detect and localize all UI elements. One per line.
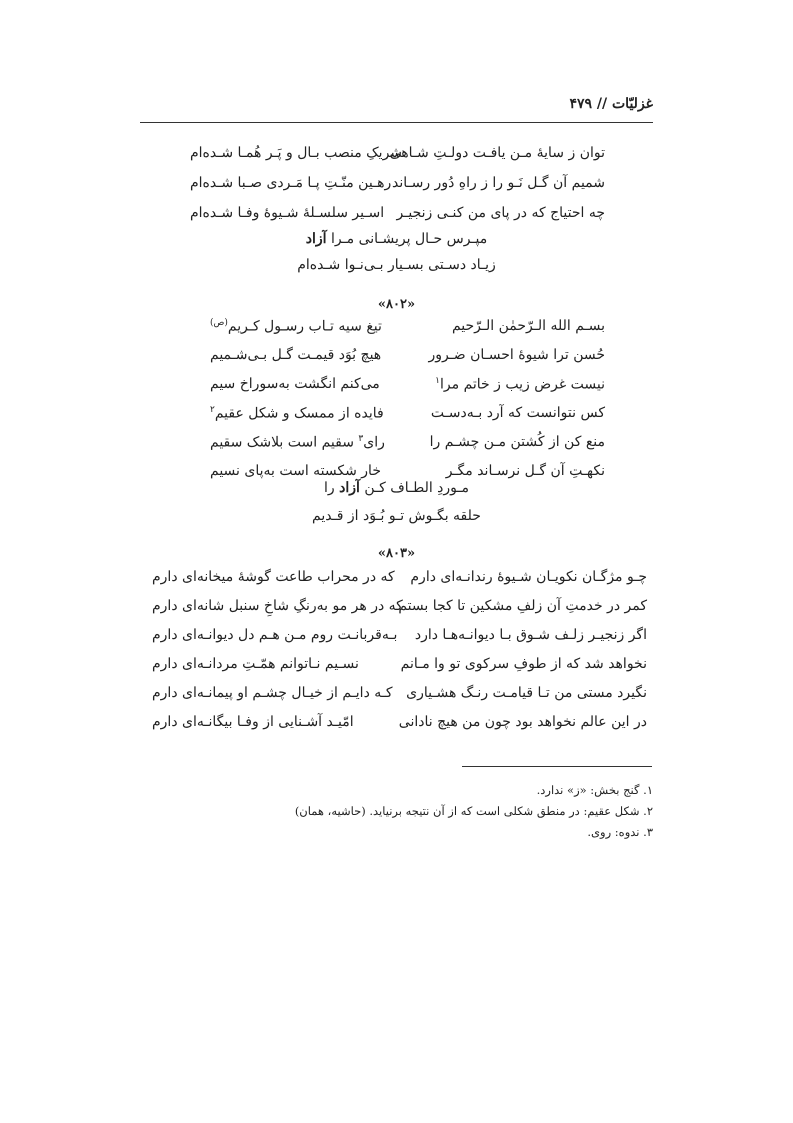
hemistich-left: که در محراب طاعت گوشهٔ میخانه‌ای دارم — [152, 569, 395, 585]
hemistich-left: رهـین منّـتِ پـا مَـردی صـبا شـده‌ام — [190, 175, 392, 191]
hemistich-left: هیچ بُوَد قیمـت گـل بـی‌شـمیم — [210, 347, 382, 363]
closing-couplet-801-1: مپـرس حـال پریشـانی مـرا آزاد — [305, 231, 488, 247]
hemistich-right: نکهـتِ آن گـل نرسـاند مگـر — [445, 463, 605, 479]
hemistich-right: بسـم الله الـرّحمٰن الـرّحیم — [451, 318, 605, 334]
couplet-802-1 — [210, 318, 605, 342]
couplet-801-1 — [190, 145, 605, 169]
header-rule — [140, 122, 653, 123]
hemistich-right: کس نتوانست که آرد بـه‌دسـت — [430, 405, 605, 421]
hemistich-right: کمر در خدمتِ آن زلفِ مشکین تا کجا بستم — [398, 598, 647, 614]
ghazal-number-803: «۸۰۳» — [377, 546, 416, 561]
footnote-rule — [462, 766, 652, 767]
couplet-801-2 — [190, 175, 605, 199]
hemistich-right: نخواهد شد که از طوفِ سرکوی تو وا مـانم — [400, 656, 647, 672]
hemistich-left: اسـیر سلسـلهٔ شـیوهٔ وفـا شـده‌ام — [190, 205, 385, 221]
couplet-802-2 — [210, 347, 605, 371]
hemistich-left: امّیـد آشـنایی از وفـا بیگانـه‌ای دارم — [152, 714, 354, 730]
footnote-ref-1[interactable]: ۱ — [435, 376, 440, 386]
couplet-801-3 — [190, 205, 605, 229]
couplet-803-5 — [152, 685, 647, 709]
page-header-title: غزلیّات // ۴۷۹ — [569, 96, 653, 112]
ghazal-number-802: «۸۰۲» — [377, 297, 416, 312]
couplet-803-2 — [152, 598, 647, 622]
pen-name: آزاد — [305, 231, 327, 247]
hemistich-left: می‌کنم انگشت به‌سوراخ سیم — [210, 376, 380, 392]
running-header — [140, 96, 653, 122]
hemistich-right: توان ز سایهٔ مـن یافـت دولـتِ شـاهی — [389, 145, 605, 161]
hemistich-right: چـو مژگـان نکویـان شـیوهٔ رندانـه‌ای دارم — [410, 569, 647, 585]
couplet-802-5 — [210, 434, 605, 458]
hemistich-left: که در هر مو به‌رنگِ شاخِ سنبل شانه‌ای دارم — [152, 598, 403, 614]
hemistich-right: منع کن از کُشتن مـن چشـم را — [429, 434, 605, 450]
hemistich-right: نیست غرض زیب ز خاتم مرا$^۱$ — [435, 376, 605, 393]
footnote-ref-2[interactable]: ۲ — [210, 405, 215, 415]
hemistich-left: تیغ سیه تـاب رسـول کـریم$^{(ص)}$ — [210, 318, 382, 335]
footnote-ref-3[interactable]: ۳ — [358, 434, 364, 444]
pen-name: آزاد — [339, 480, 360, 496]
couplet-803-3 — [152, 627, 647, 651]
couplet-803-4 — [152, 656, 647, 680]
closing-couplet-802-2: حلقه بگـوش تـو بُـوَد از قـدیم — [312, 508, 481, 524]
couplet-803-1 — [152, 569, 647, 593]
closing-couplet-802-1: مـوردِ الطـاف کـن آزاد را — [323, 480, 469, 496]
footnote-1: ۱. گنج بخش: «ز» ندارد. — [536, 783, 653, 797]
footnote-2: ۲. شکل عقیم: در منطق شکلی است که از آن نتیجه برنیاید. (حاشیه، همان) — [294, 804, 653, 818]
hemistich-left: کـه دایـم از خیـال چشـم او پیمانـه‌ای دارم — [152, 685, 393, 701]
closing-couplet-801-2: زیـاد دسـتی بسـیار بـی‌نـوا شـده‌ام — [297, 257, 496, 273]
couplet-802-3 — [210, 376, 605, 400]
hemistich-right: چه احتیاج که در پای من کنـی زنجیـر — [396, 205, 605, 221]
hemistich-left: فایده از ممسک و شکل عقیم$^۲$ — [210, 405, 384, 422]
hemistich-left: بـه‌قربانـت روم مـن هـم دل دیوانـه‌ای دارم — [152, 627, 398, 643]
couplet-802-4 — [210, 405, 605, 429]
hemistich-left: شریکِ منصب بـال و پَـر هُمـا شـده‌ام — [190, 145, 403, 161]
hemistich-right: شمیم آن گـل نَـو را ز راهِ دُور رسـاند — [392, 175, 605, 191]
hemistich-right: نگیرد مستی من تـا قیامـت رنـگ هشـیاری — [406, 685, 647, 701]
hemistich-right: حُسن ترا شیوهٔ احسـان ضـرور — [428, 347, 605, 363]
hemistich-left: خار شکسته است به‌پای نسیم — [210, 463, 381, 479]
hemistich-right: در این عالم نخواهد بود چون من هیچ نادانی — [398, 714, 647, 730]
footnote-3: ۳. ندوه: روی. — [587, 825, 653, 839]
couplet-803-6 — [152, 714, 647, 738]
hemistich-left: نسـیم نـاتوانم همّـتِ مردانـه‌ای دارم — [152, 656, 359, 672]
hemistich-left: رای$^۳$ سقیم است بلاشک سقیم — [210, 434, 385, 451]
hemistich-right: اگر زنجیـر زلـف شـوق بـا دیوانـه‌هـا دارد — [414, 627, 647, 643]
